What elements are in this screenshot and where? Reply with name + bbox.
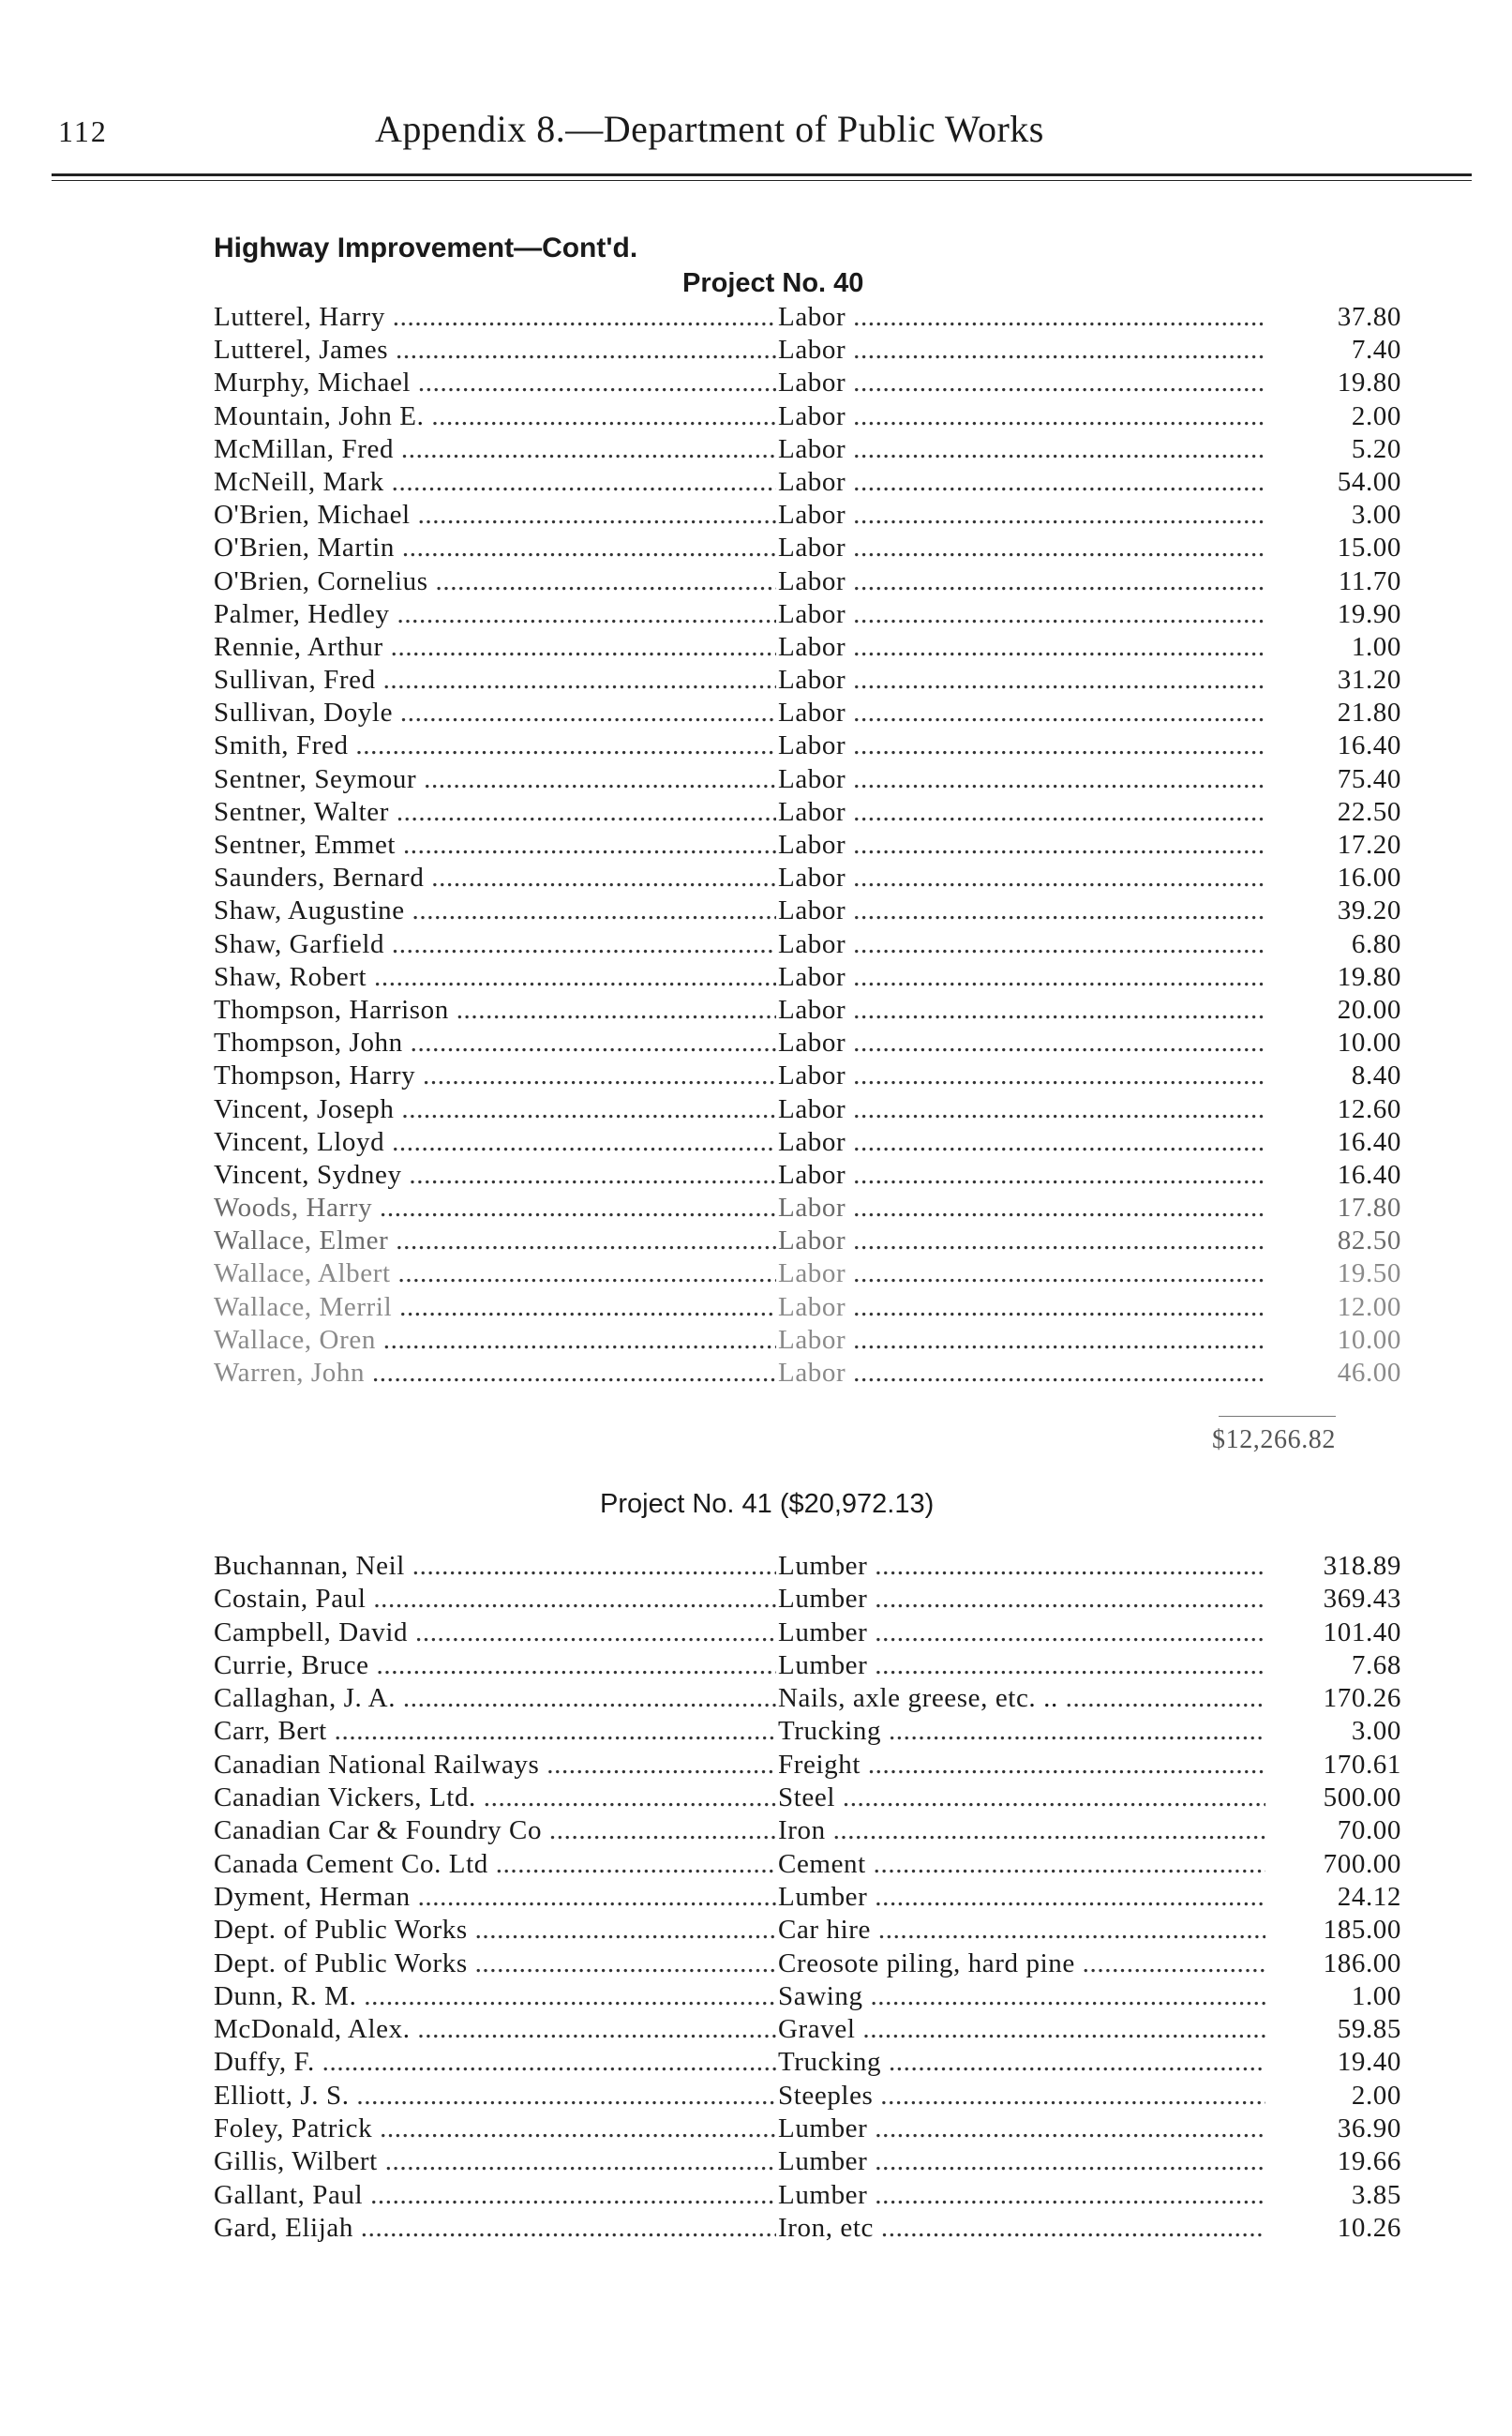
row-name: Campbell, David ..... xyxy=(214,1617,776,1648)
row-item: Labor ..... xyxy=(778,533,1401,564)
row-amount: 19.80 xyxy=(1265,368,1401,398)
table-row xyxy=(206,433,1401,467)
row-amount: 82.50 xyxy=(1265,1226,1401,1256)
project-40-table xyxy=(206,302,1401,1391)
section-title: Highway Improvement—Cont'd. xyxy=(214,233,638,263)
row-item: Labor ..... xyxy=(778,863,1401,894)
row-amount: 700.00 xyxy=(1265,1849,1401,1880)
row-name: Sentner, Emmet ..... xyxy=(214,830,776,861)
row-name: Dyment, Herman ..... xyxy=(214,1882,776,1913)
row-item: Labor ..... xyxy=(778,566,1401,597)
table-row xyxy=(206,1551,1401,1584)
row-amount: 2.00 xyxy=(1265,2081,1401,2112)
table-row xyxy=(206,2080,1401,2113)
row-name: Vincent, Joseph ..... xyxy=(214,1094,776,1125)
row-name: Vincent, Lloyd ..... xyxy=(214,1127,776,1158)
table-row xyxy=(206,1291,1401,1325)
table-row xyxy=(206,1358,1401,1391)
row-amount: 16.40 xyxy=(1265,730,1401,761)
project-40-total-rule xyxy=(1219,1416,1336,1417)
table-row xyxy=(206,1915,1401,1947)
row-name: Palmer, Hedley ..... xyxy=(214,599,776,630)
row-name: Gard, Elijah ..... xyxy=(214,2213,776,2244)
row-item: Lumber ..... xyxy=(778,2180,1401,2211)
table-row xyxy=(206,698,1401,730)
row-item: Labor ..... xyxy=(778,830,1401,861)
page-number: 112 xyxy=(58,114,108,148)
row-item: Cement ..... xyxy=(778,1849,1401,1880)
row-amount: 17.20 xyxy=(1265,830,1401,861)
row-amount: 500.00 xyxy=(1265,1782,1401,1813)
row-name: Sullivan, Doyle ..... xyxy=(214,698,776,729)
row-name: Foley, Patrick ..... xyxy=(214,2113,776,2144)
row-name: Warren, John ..... xyxy=(214,1358,776,1389)
row-name: Wallace, Albert ..... xyxy=(214,1258,776,1289)
row-amount: 22.50 xyxy=(1265,797,1401,828)
row-amount: 3.00 xyxy=(1265,500,1401,531)
project-40-title: Project No. 40 xyxy=(682,268,864,298)
row-name: O'Brien, Michael ..... xyxy=(214,500,776,531)
table-row xyxy=(206,631,1401,665)
row-amount: 170.26 xyxy=(1265,1683,1401,1714)
row-name: O'Brien, Cornelius ..... xyxy=(214,566,776,597)
project-40-total: $12,266.82 xyxy=(1212,1425,1336,1454)
row-name: Shaw, Robert ..... xyxy=(214,962,776,993)
table-row xyxy=(206,1782,1401,1815)
table-row xyxy=(206,961,1401,995)
row-name: Lutterel, Harry ..... xyxy=(214,302,776,333)
table-row xyxy=(206,1848,1401,1882)
row-item: Labor ..... xyxy=(778,632,1401,663)
table-row xyxy=(206,895,1401,928)
table-row xyxy=(206,1649,1401,1683)
table-row xyxy=(206,665,1401,698)
table-row xyxy=(206,1749,1401,1782)
table-row xyxy=(206,2212,1401,2246)
row-name: Murphy, Michael ..... xyxy=(214,368,776,398)
table-row xyxy=(206,1947,1401,1981)
table-row xyxy=(206,466,1401,500)
row-amount: 12.60 xyxy=(1265,1094,1401,1125)
row-item: Nails, axle greese, etc. .. ..... xyxy=(778,1683,1401,1714)
row-amount: 17.80 xyxy=(1265,1193,1401,1224)
row-item: Labor ..... xyxy=(778,1160,1401,1191)
row-item: Labor ..... xyxy=(778,1226,1401,1256)
row-item: Labor ..... xyxy=(778,1028,1401,1059)
row-item: Lumber ..... xyxy=(778,2113,1401,2144)
table-row xyxy=(206,2179,1401,2213)
row-item: Iron ..... xyxy=(778,1815,1401,1846)
table-row xyxy=(206,1028,1401,1060)
table-row xyxy=(206,763,1401,797)
row-item: Labor ..... xyxy=(778,698,1401,729)
row-name: Canadian Vickers, Ltd. ..... xyxy=(214,1782,776,1813)
row-amount: 24.12 xyxy=(1265,1882,1401,1913)
page-header-title: Appendix 8.—Department of Public Works xyxy=(375,108,1044,150)
row-amount: 3.00 xyxy=(1265,1716,1401,1747)
row-item: Lumber ..... xyxy=(778,1650,1401,1681)
table-row xyxy=(206,1616,1401,1650)
row-name: Lutterel, James ..... xyxy=(214,335,776,366)
table-row xyxy=(206,335,1401,368)
row-item: Labor ..... xyxy=(778,1258,1401,1289)
row-name: Thompson, Harrison ..... xyxy=(214,995,776,1026)
row-name: Vincent, Sydney ..... xyxy=(214,1160,776,1191)
row-item: Labor ..... xyxy=(778,665,1401,696)
table-row xyxy=(206,1683,1401,1716)
row-name: McMillan, Fred ..... xyxy=(214,434,776,465)
row-amount: 1.00 xyxy=(1265,632,1401,663)
row-item: Trucking ..... xyxy=(778,2047,1401,2078)
table-row xyxy=(206,1324,1401,1358)
row-name: Smith, Fred ..... xyxy=(214,730,776,761)
row-amount: 19.66 xyxy=(1265,2146,1401,2177)
row-item: Gravel ..... xyxy=(778,2014,1401,2045)
header-rule-thick xyxy=(52,173,1472,176)
row-name: Canadian Car & Foundry Co ..... xyxy=(214,1815,776,1846)
row-item: Labor ..... xyxy=(778,962,1401,993)
row-amount: 39.20 xyxy=(1265,895,1401,926)
table-row xyxy=(206,1881,1401,1915)
row-name: Wallace, Merril ..... xyxy=(214,1292,776,1323)
row-name: Gillis, Wilbert ..... xyxy=(214,2146,776,2177)
row-item: Labor ..... xyxy=(778,1193,1401,1224)
table-row xyxy=(206,1258,1401,1291)
row-item: Labor ..... xyxy=(778,401,1401,432)
row-amount: 19.40 xyxy=(1265,2047,1401,2078)
row-item: Labor ..... xyxy=(778,302,1401,333)
row-item: Steeples ..... xyxy=(778,2081,1401,2112)
table-row xyxy=(206,863,1401,895)
table-row xyxy=(206,994,1401,1028)
row-item: Labor ..... xyxy=(778,797,1401,828)
row-amount: 75.40 xyxy=(1265,764,1401,795)
row-name: Saunders, Bernard ..... xyxy=(214,863,776,894)
row-amount: 19.90 xyxy=(1265,599,1401,630)
row-amount: 19.50 xyxy=(1265,1258,1401,1289)
row-amount: 70.00 xyxy=(1265,1815,1401,1846)
table-row xyxy=(206,400,1401,434)
table-row xyxy=(206,1093,1401,1127)
row-name: McNeill, Mark ..... xyxy=(214,467,776,498)
row-name: Sullivan, Fred ..... xyxy=(214,665,776,696)
row-amount: 10.26 xyxy=(1265,2213,1401,2244)
table-row xyxy=(206,928,1401,962)
row-amount: 16.40 xyxy=(1265,1127,1401,1158)
row-amount: 7.40 xyxy=(1265,335,1401,366)
row-name: Dunn, R. M. ..... xyxy=(214,1981,776,2012)
header-rule-thin xyxy=(52,180,1472,181)
row-item: Labor ..... xyxy=(778,335,1401,366)
row-name: Dept. of Public Works ..... xyxy=(214,1948,776,1979)
row-name: O'Brien, Martin ..... xyxy=(214,533,776,564)
row-amount: 15.00 xyxy=(1265,533,1401,564)
table-row xyxy=(206,1584,1401,1616)
row-name: Duffy, F. ..... xyxy=(214,2047,776,2078)
project-41-title: Project No. 41 ($20,972.13) xyxy=(600,1489,935,1519)
row-item: Labor ..... xyxy=(778,1127,1401,1158)
row-item: Labor ..... xyxy=(778,929,1401,960)
row-item: Labor ..... xyxy=(778,730,1401,761)
row-amount: 12.00 xyxy=(1265,1292,1401,1323)
row-item: Labor ..... xyxy=(778,895,1401,926)
table-row xyxy=(206,1815,1401,1848)
row-name: Canada Cement Co. Ltd ..... xyxy=(214,1849,776,1880)
table-row xyxy=(206,2113,1401,2146)
row-amount: 31.20 xyxy=(1265,665,1401,696)
row-amount: 186.00 xyxy=(1265,1948,1401,1979)
row-amount: 46.00 xyxy=(1265,1358,1401,1389)
row-name: Wallace, Elmer ..... xyxy=(214,1226,776,1256)
table-row xyxy=(206,2146,1401,2179)
row-item: Trucking ..... xyxy=(778,1716,1401,1747)
row-amount: 8.40 xyxy=(1265,1060,1401,1091)
table-row xyxy=(206,565,1401,599)
row-item: Labor ..... xyxy=(778,434,1401,465)
row-amount: 10.00 xyxy=(1265,1028,1401,1059)
row-amount: 318.89 xyxy=(1265,1551,1401,1582)
row-name: Thompson, John ..... xyxy=(214,1028,776,1059)
row-item: Iron, etc ..... xyxy=(778,2213,1401,2244)
row-amount: 369.43 xyxy=(1265,1584,1401,1615)
row-name: Shaw, Augustine ..... xyxy=(214,895,776,926)
row-name: Buchannan, Neil ..... xyxy=(214,1551,776,1582)
row-name: Currie, Bruce ..... xyxy=(214,1650,776,1681)
row-amount: 101.40 xyxy=(1265,1617,1401,1648)
row-name: Costain, Paul ..... xyxy=(214,1584,776,1615)
row-name: Sentner, Seymour ..... xyxy=(214,764,776,795)
row-amount: 7.68 xyxy=(1265,1650,1401,1681)
row-name: Gallant, Paul ..... xyxy=(214,2180,776,2211)
table-row xyxy=(206,368,1401,400)
table-row xyxy=(206,533,1401,565)
row-name: Elliott, J. S. ..... xyxy=(214,2081,776,2112)
row-name: Woods, Harry ..... xyxy=(214,1193,776,1224)
table-row xyxy=(206,1226,1401,1258)
row-item: Labor ..... xyxy=(778,1325,1401,1356)
table-row xyxy=(206,1159,1401,1193)
row-item: Labor ..... xyxy=(778,1060,1401,1091)
row-amount: 16.00 xyxy=(1265,863,1401,894)
row-item: Labor ..... xyxy=(778,368,1401,398)
row-amount: 59.85 xyxy=(1265,2014,1401,2045)
row-amount: 2.00 xyxy=(1265,401,1401,432)
row-item: Lumber ..... xyxy=(778,1551,1401,1582)
table-row xyxy=(206,1193,1401,1226)
table-row xyxy=(206,598,1401,632)
row-name: Carr, Bert ..... xyxy=(214,1716,776,1747)
row-item: Labor ..... xyxy=(778,764,1401,795)
table-row xyxy=(206,1060,1401,1093)
row-item: Lumber ..... xyxy=(778,2146,1401,2177)
row-item: Lumber ..... xyxy=(778,1617,1401,1648)
table-row xyxy=(206,302,1401,335)
row-item: Creosote piling, hard pine ..... xyxy=(778,1948,1401,1979)
row-amount: 54.00 xyxy=(1265,467,1401,498)
row-item: Labor ..... xyxy=(778,1292,1401,1323)
row-item: Car hire ..... xyxy=(778,1915,1401,1946)
table-row xyxy=(206,1716,1401,1749)
row-name: McDonald, Alex. ..... xyxy=(214,2014,776,2045)
table-row xyxy=(206,500,1401,533)
row-amount: 36.90 xyxy=(1265,2113,1401,2144)
row-amount: 21.80 xyxy=(1265,698,1401,729)
row-item: Lumber ..... xyxy=(778,1882,1401,1913)
row-name: Sentner, Walter ..... xyxy=(214,797,776,828)
row-item: Labor ..... xyxy=(778,995,1401,1026)
row-item: Freight ..... xyxy=(778,1750,1401,1781)
table-row xyxy=(206,796,1401,830)
project-41-table xyxy=(206,1551,1401,2246)
row-amount: 16.40 xyxy=(1265,1160,1401,1191)
row-name: Thompson, Harry ..... xyxy=(214,1060,776,1091)
row-amount: 3.85 xyxy=(1265,2180,1401,2211)
row-name: Shaw, Garfield ..... xyxy=(214,929,776,960)
row-amount: 170.61 xyxy=(1265,1750,1401,1781)
row-amount: 19.80 xyxy=(1265,962,1401,993)
row-amount: 11.70 xyxy=(1265,566,1401,597)
row-name: Wallace, Oren ..... xyxy=(214,1325,776,1356)
table-row xyxy=(206,2014,1401,2047)
row-amount: 185.00 xyxy=(1265,1915,1401,1946)
row-item: Labor ..... xyxy=(778,1094,1401,1125)
table-row xyxy=(206,730,1401,763)
row-name: Dept. of Public Works ..... xyxy=(214,1915,776,1946)
row-name: Canadian National Railways ..... xyxy=(214,1750,776,1781)
row-name: Mountain, John E. ..... xyxy=(214,401,776,432)
row-item: Labor ..... xyxy=(778,467,1401,498)
row-item: Steel ..... xyxy=(778,1782,1401,1813)
row-item: Sawing ..... xyxy=(778,1981,1401,2012)
row-amount: 20.00 xyxy=(1265,995,1401,1026)
row-item: Lumber ..... xyxy=(778,1584,1401,1615)
row-item: Labor ..... xyxy=(778,1358,1401,1389)
row-item: Labor ..... xyxy=(778,599,1401,630)
row-amount: 5.20 xyxy=(1265,434,1401,465)
row-amount: 1.00 xyxy=(1265,1981,1401,2012)
row-name: Callaghan, J. A. ..... xyxy=(214,1683,776,1714)
row-amount: 10.00 xyxy=(1265,1325,1401,1356)
row-amount: 37.80 xyxy=(1265,302,1401,333)
table-row xyxy=(206,1126,1401,1160)
table-row xyxy=(206,830,1401,863)
row-amount: 6.80 xyxy=(1265,929,1401,960)
row-item: Labor ..... xyxy=(778,500,1401,531)
table-row xyxy=(206,1980,1401,2014)
row-name: Rennie, Arthur ..... xyxy=(214,632,776,663)
table-row xyxy=(206,2047,1401,2080)
